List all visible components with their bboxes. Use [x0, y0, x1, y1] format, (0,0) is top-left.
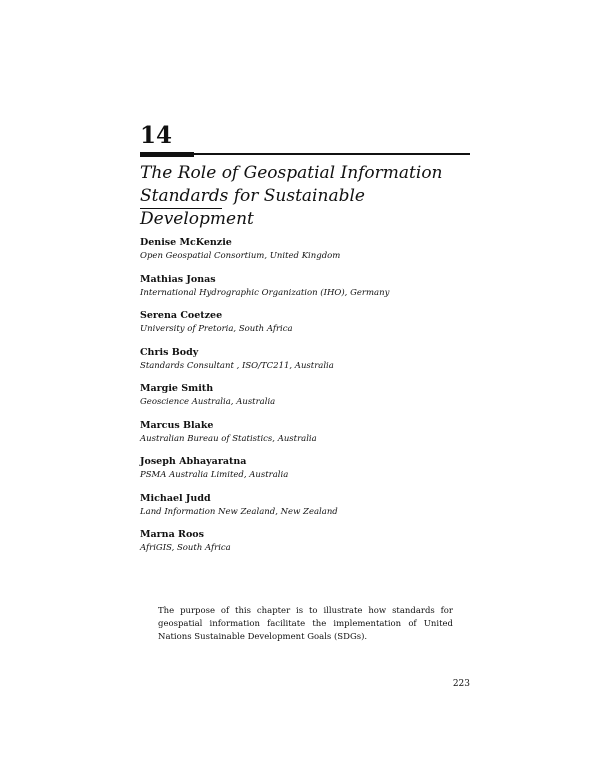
author-entry	[140, 492, 480, 520]
author-affiliation: University of Pretoria, South Africa	[140, 324, 293, 334]
author-entry	[140, 455, 480, 483]
author-affiliation: Australian Bureau of Statistics, Australia	[140, 433, 317, 444]
author-entry	[140, 309, 480, 337]
author-affiliation: Geoscience Australia, Australia	[140, 397, 276, 407]
author-entry	[140, 382, 480, 410]
author-name: Marcus Blake	[140, 419, 214, 431]
author-name: Chris Body	[140, 346, 199, 358]
author-name: Margie Smith	[140, 383, 214, 394]
author-affiliation: PSMA Australia Limited, Australia	[140, 470, 289, 480]
author-name: Serena Coetzee	[140, 310, 223, 321]
author-entry	[140, 236, 480, 264]
chapter-number: 14	[140, 122, 173, 149]
author-entry	[140, 419, 480, 447]
author-entry	[140, 346, 480, 374]
title-underline	[140, 208, 222, 209]
page-number: 223	[452, 679, 470, 689]
author-affiliation: International Hydrographic Organization (IHO), Germany	[140, 287, 390, 298]
author-affiliation: Land Information New Zealand, New Zealand	[140, 506, 338, 517]
author-entry	[140, 528, 480, 556]
chapter-title: The Role of Geospatial Information Standards for Sustainable Development	[140, 163, 443, 229]
author-affiliation: Standards Consultant , ISO/TC211, Australia	[140, 360, 334, 371]
author-name: Mathias Jonas	[140, 273, 216, 285]
author-list	[140, 236, 480, 565]
author-name: Joseph Abhayaratna	[140, 456, 247, 467]
author-name: Michael Judd	[140, 492, 211, 504]
author-affiliation: AfriGIS, South Africa	[140, 543, 231, 553]
chapter-rule-thin	[140, 153, 470, 155]
author-name: Marna Roos	[140, 529, 204, 540]
author-entry	[140, 273, 480, 301]
author-name: Denise McKenzie	[140, 237, 232, 248]
chapter-abstract: The purpose of this chapter is to illustrate how standards for geospatial information facilitate the implementation of United Nations Sustainable Development Goals (SDGs).	[158, 606, 453, 642]
author-affiliation: Open Geospatial Consortium, United Kingdom	[140, 251, 341, 261]
